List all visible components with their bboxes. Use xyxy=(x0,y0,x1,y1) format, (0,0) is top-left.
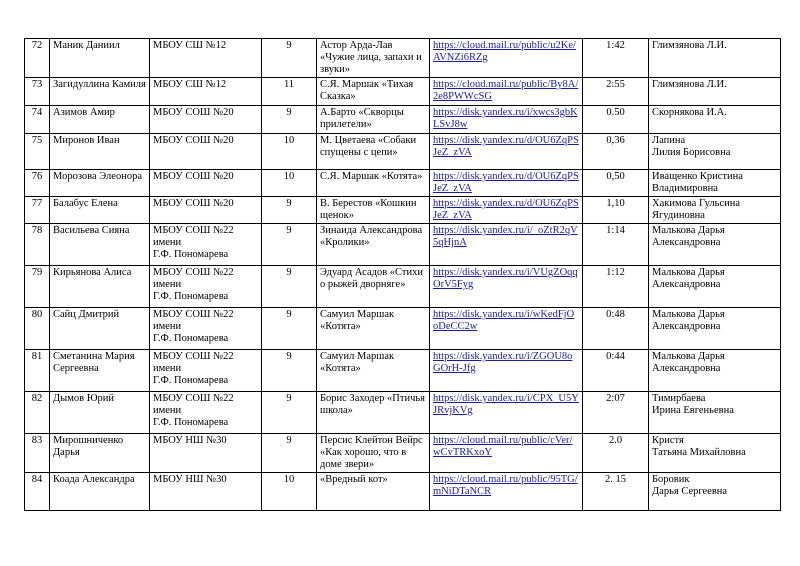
video-link-cell xyxy=(430,266,583,308)
teacher-cell: Хакимова Гульсина Ягудиновна xyxy=(649,197,781,224)
row-number-cell: 76 xyxy=(25,170,50,197)
video-link-cell xyxy=(430,224,583,266)
video-link-cell xyxy=(430,39,583,78)
participant-name-cell: Сайц Дмитрий xyxy=(50,308,150,350)
school-cell: МБОУ НШ №30 xyxy=(150,434,262,473)
grade-cell: 9 xyxy=(262,197,317,224)
grade-cell: 10 xyxy=(262,134,317,170)
video-link[interactable]: https://disk.yandex.ru/i/wKedFjOoDeCC2w xyxy=(433,309,575,332)
grade-cell: 11 xyxy=(262,78,317,106)
duration-cell: 1:14 xyxy=(583,224,649,266)
table-row xyxy=(25,170,781,197)
table-row xyxy=(25,197,781,224)
video-link-cell xyxy=(430,170,583,197)
video-link-cell xyxy=(430,392,583,434)
participant-name-cell: Азимов Амир xyxy=(50,106,150,134)
duration-cell: 1,10 xyxy=(583,197,649,224)
work-title-cell: Астор Арда-Лав «Чужие лица, запахи и звуки» xyxy=(317,39,430,78)
results-table xyxy=(24,38,781,511)
table-row xyxy=(25,106,781,134)
video-link[interactable]: https://cloud.mail.ru/public/cVer/wCvTRKxoY xyxy=(433,435,573,458)
teacher-cell: Боровик Дарья Сергеевна xyxy=(649,473,781,511)
school-cell: МБОУ СОШ №22 имени Г.Ф. Пономарева xyxy=(150,392,262,434)
participant-name-cell: Сметанина Мария Сергеевна xyxy=(50,350,150,392)
participant-name-cell: Маник Даниил xyxy=(50,39,150,78)
table-row xyxy=(25,224,781,266)
row-number-cell: 84 xyxy=(25,473,50,511)
participant-name-cell: Загидуллина Камиля xyxy=(50,78,150,106)
table-row xyxy=(25,39,781,78)
teacher-cell: Кристя Татьяна Михайловна xyxy=(649,434,781,473)
video-link[interactable]: https://disk.yandex.ru/i/VUgZOqqOrV5Fyg xyxy=(433,267,578,290)
participant-name-cell: Кирьянова Алиса xyxy=(50,266,150,308)
table-row xyxy=(25,308,781,350)
school-cell: МБОУ СОШ №22 имени Г.Ф. Пономарева xyxy=(150,224,262,266)
teacher-cell: Скорнякова И.А. xyxy=(649,106,781,134)
video-link-cell xyxy=(430,197,583,224)
table-row xyxy=(25,78,781,106)
row-number-cell: 74 xyxy=(25,106,50,134)
work-title-cell: Эдуард Асадов «Стихи о рыжей дворняге» xyxy=(317,266,430,308)
teacher-cell: Иващенко Кристина Владимировна xyxy=(649,170,781,197)
row-number-cell: 79 xyxy=(25,266,50,308)
row-number-cell: 81 xyxy=(25,350,50,392)
video-link[interactable]: https://disk.yandex.ru/i/ZGOU8oGOrH-Jfg xyxy=(433,351,573,374)
row-number-cell: 83 xyxy=(25,434,50,473)
work-title-cell: С.Я. Маршак «Котята» xyxy=(317,170,430,197)
video-link-cell xyxy=(430,434,583,473)
duration-cell: 0.50 xyxy=(583,106,649,134)
row-number-cell: 72 xyxy=(25,39,50,78)
work-title-cell: М. Цветаева «Собаки спущены с цепи» xyxy=(317,134,430,170)
work-title-cell: Самуил Маршак «Котята» xyxy=(317,350,430,392)
work-title-cell: В. Берестов «Кошкин щенок» xyxy=(317,197,430,224)
row-number-cell: 80 xyxy=(25,308,50,350)
row-number-cell: 82 xyxy=(25,392,50,434)
work-title-cell: «Вредный кот» xyxy=(317,473,430,511)
video-link[interactable]: https://cloud.mail.ru/public/u2Ke/AVNZi6RZg xyxy=(433,40,576,63)
duration-cell: 2:07 xyxy=(583,392,649,434)
teacher-cell: Малькова Дарья Александровна xyxy=(649,350,781,392)
grade-cell: 9 xyxy=(262,434,317,473)
duration-cell: 1:42 xyxy=(583,39,649,78)
work-title-cell: Борис Заходер «Птичья школа» xyxy=(317,392,430,434)
duration-cell: 2. 15 xyxy=(583,473,649,511)
school-cell: МБОУ СОШ №20 xyxy=(150,170,262,197)
video-link-cell xyxy=(430,134,583,170)
teacher-cell: Тимирбаева Ирина Евгеньевна xyxy=(649,392,781,434)
teacher-cell: Глимзянова Л.И. xyxy=(649,39,781,78)
school-cell: МБОУ СОШ №20 xyxy=(150,197,262,224)
duration-cell: 0,36 xyxy=(583,134,649,170)
school-cell: МБОУ НШ №30 xyxy=(150,473,262,511)
school-cell: МБОУ СОШ №22 имени Г.Ф. Пономарева xyxy=(150,308,262,350)
row-number-cell: 77 xyxy=(25,197,50,224)
participant-name-cell: Коада Александра xyxy=(50,473,150,511)
video-link[interactable]: https://cloud.mail.ru/public/By8A/2e8PWWcSG xyxy=(433,79,579,102)
video-link[interactable]: https://disk.yandex.ru/d/OU6ZqPSJeZ_zVA xyxy=(433,135,579,158)
participant-name-cell: Дымов Юрий xyxy=(50,392,150,434)
teacher-cell: Малькова Дарья Александровна xyxy=(649,266,781,308)
video-link[interactable]: https://disk.yandex.ru/i/CPX_U5YJRvjKVg xyxy=(433,393,579,416)
work-title-cell: А.Барто «Скворцы прилетели» xyxy=(317,106,430,134)
grade-cell: 9 xyxy=(262,308,317,350)
table-row xyxy=(25,350,781,392)
teacher-cell: Малькова Дарья Александровна xyxy=(649,224,781,266)
row-number-cell: 75 xyxy=(25,134,50,170)
grade-cell: 10 xyxy=(262,473,317,511)
school-cell: МБОУ СОШ №22 имени Г.Ф. Пономарева xyxy=(150,266,262,308)
video-link-cell xyxy=(430,106,583,134)
table-body xyxy=(25,39,781,511)
participant-name-cell: Васильева Сияна xyxy=(50,224,150,266)
duration-cell: 0:44 xyxy=(583,350,649,392)
video-link[interactable]: https://disk.yandex.ru/i/xwcs3gbKLSvJ8w xyxy=(433,107,578,130)
video-link[interactable]: https://disk.yandex.ru/i/_oZtR2qV5qHjnA xyxy=(433,225,578,248)
video-link[interactable]: https://disk.yandex.ru/d/OU6ZqPSJeZ_zVA xyxy=(433,171,579,194)
table-row xyxy=(25,434,781,473)
participant-name-cell: Миронов Иван xyxy=(50,134,150,170)
row-number-cell: 78 xyxy=(25,224,50,266)
video-link[interactable]: https://disk.yandex.ru/d/OU6ZqPSJeZ_zVA xyxy=(433,198,579,221)
teacher-cell: Глимзянова Л.И. xyxy=(649,78,781,106)
row-number-cell: 73 xyxy=(25,78,50,106)
work-title-cell: Зинаида Александрова «Кролики» xyxy=(317,224,430,266)
table-row xyxy=(25,266,781,308)
grade-cell: 9 xyxy=(262,350,317,392)
video-link-cell xyxy=(430,473,583,511)
grade-cell: 9 xyxy=(262,266,317,308)
table-row xyxy=(25,392,781,434)
video-link[interactable]: https://cloud.mail.ru/public/95TG/mNiDTaNCR xyxy=(433,474,578,497)
school-cell: МБОУ СОШ №22 имени Г.Ф. Пономарева xyxy=(150,350,262,392)
work-title-cell: С.Я. Маршак «Тихая Сказка» xyxy=(317,78,430,106)
school-cell: МБОУ СШ №12 xyxy=(150,39,262,78)
school-cell: МБОУ СОШ №20 xyxy=(150,134,262,170)
teacher-cell: Малькова Дарья Александровна xyxy=(649,308,781,350)
duration-cell: 2.0 xyxy=(583,434,649,473)
grade-cell: 9 xyxy=(262,392,317,434)
teacher-cell: Лапина Лилия Борисовна xyxy=(649,134,781,170)
school-cell: МБОУ СОШ №20 xyxy=(150,106,262,134)
grade-cell: 9 xyxy=(262,106,317,134)
work-title-cell: Персис Клейтон Вейрс «Как хорошо, что в доме звери» xyxy=(317,434,430,473)
video-link-cell xyxy=(430,350,583,392)
grade-cell: 9 xyxy=(262,224,317,266)
work-title-cell: Самуил Маршак «Котята» xyxy=(317,308,430,350)
grade-cell: 9 xyxy=(262,39,317,78)
duration-cell: 0:48 xyxy=(583,308,649,350)
video-link-cell xyxy=(430,308,583,350)
video-link-cell xyxy=(430,78,583,106)
table-row xyxy=(25,473,781,511)
duration-cell: 0,50 xyxy=(583,170,649,197)
duration-cell: 1:12 xyxy=(583,266,649,308)
participant-name-cell: Балабус Елена xyxy=(50,197,150,224)
school-cell: МБОУ СШ №12 xyxy=(150,78,262,106)
grade-cell: 10 xyxy=(262,170,317,197)
table-row xyxy=(25,134,781,170)
participant-name-cell: Морозова Элеонора xyxy=(50,170,150,197)
duration-cell: 2:55 xyxy=(583,78,649,106)
participant-name-cell: Мирошниченко Дарья xyxy=(50,434,150,473)
